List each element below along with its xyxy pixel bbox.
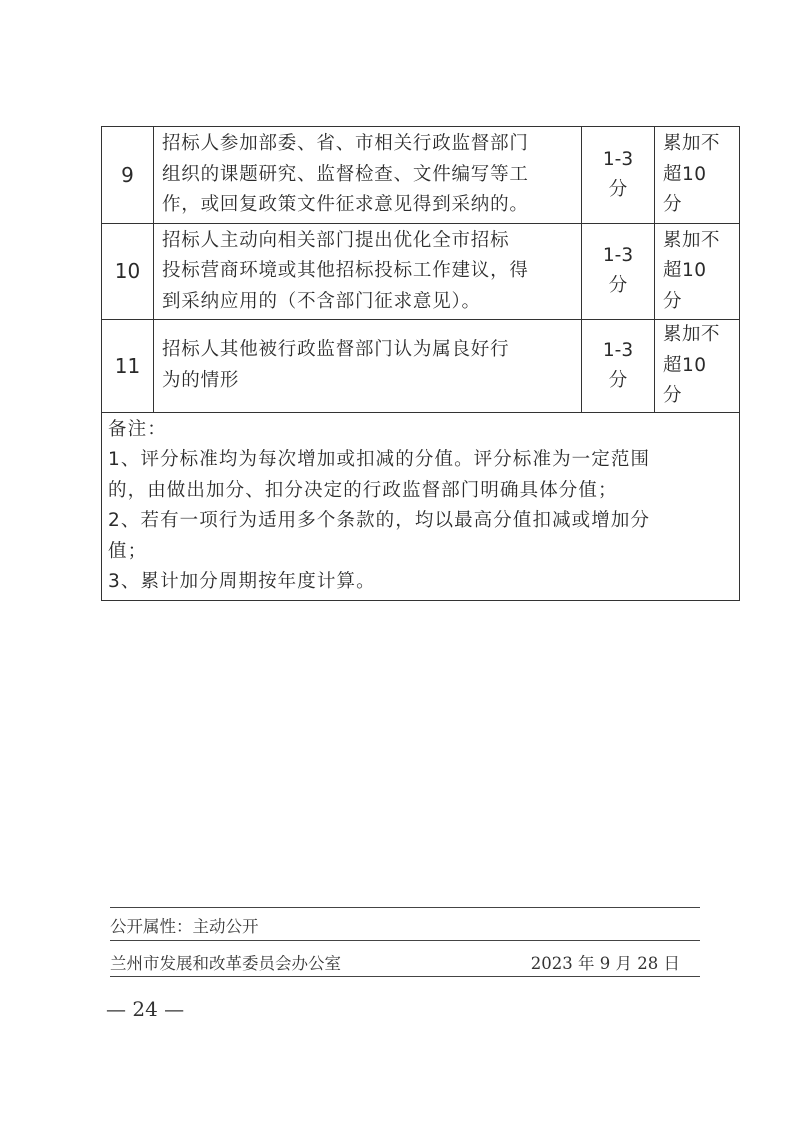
footer-top-rule: [110, 907, 700, 908]
notes-line: 值；: [108, 540, 148, 562]
description-line: 作，或回复政策文件征求意见得到采纳的。: [162, 194, 529, 215]
disclosure-line: [110, 913, 700, 937]
cap-line: 超10: [663, 260, 707, 281]
page-number: — 24 —: [106, 997, 185, 1021]
score-unit: 分: [608, 178, 628, 200]
footer-middle-rule: [110, 940, 700, 941]
issue-date: 2023 年 9 月 28 日: [530, 954, 680, 973]
issuer-line: [110, 950, 700, 974]
cap-line: 累加不: [663, 133, 721, 154]
cap-line: 分: [663, 385, 683, 406]
cap-line: 超10: [663, 354, 707, 376]
disclosure-text: 公开属性：主动公开: [110, 917, 259, 936]
row-number: 11: [102, 320, 154, 413]
table-row: [102, 223, 740, 320]
cap-line: 分: [663, 194, 683, 215]
description-line: 到采纳应用的（不含部门征求意见）。: [162, 290, 481, 312]
row-cap: [655, 223, 740, 320]
score-unit: 分: [608, 275, 628, 297]
description-line: 招标人参加部委、省、市相关行政监督部门: [162, 133, 529, 154]
issuing-office: 兰州市发展和改革委员会办公室: [110, 954, 341, 973]
cap-line: 累加不: [663, 324, 721, 345]
row-number: 10: [102, 223, 154, 320]
footer-bottom-rule: [110, 976, 700, 977]
notes-line: 的，由做出加分、扣分决定的行政监督部门明确具体分值；: [108, 479, 618, 501]
row-cap: [655, 127, 740, 224]
scoring-table: [101, 126, 740, 601]
description-line: 招标人主动向相关部门提出优化全市招标: [162, 229, 510, 251]
row-description: [154, 127, 582, 224]
row-number: 9: [102, 127, 154, 224]
score-range: 1-3: [602, 339, 634, 361]
notes-row: [102, 412, 740, 600]
score-unit: 分: [608, 369, 628, 391]
row-cap: [655, 320, 740, 413]
row-description: [154, 223, 582, 320]
row-score: [582, 320, 655, 413]
row-description: [154, 320, 582, 413]
cap-line: 分: [663, 290, 683, 312]
row-score: [582, 223, 655, 320]
notes-heading: 备注：: [108, 418, 167, 440]
row-score: [582, 127, 655, 224]
description-line: 招标人其他被行政监督部门认为属良好行: [162, 339, 510, 361]
notes-line: 3、累计加分周期按年度计算。: [108, 571, 376, 592]
description-line: 为的情形: [162, 369, 240, 391]
description-line: 组织的课题研究、监督检查、文件编写等工: [162, 163, 529, 185]
cap-line: 超10: [663, 163, 707, 185]
cap-line: 累加不: [663, 229, 721, 251]
description-line: 投标营商环境或其他招标投标工作建议，得: [162, 260, 529, 281]
score-range: 1-3: [602, 148, 634, 170]
notes-cell: [102, 412, 740, 600]
notes-line: 1、评分标准均为每次增加或扣减的分值。评分标准为一定范围: [108, 449, 651, 470]
table-row: [102, 320, 740, 413]
score-range: 1-3: [602, 245, 634, 267]
notes-line: 2、若有一项行为适用多个条款的，均以最高分值扣减或增加分: [108, 510, 651, 531]
table-row: [102, 127, 740, 224]
